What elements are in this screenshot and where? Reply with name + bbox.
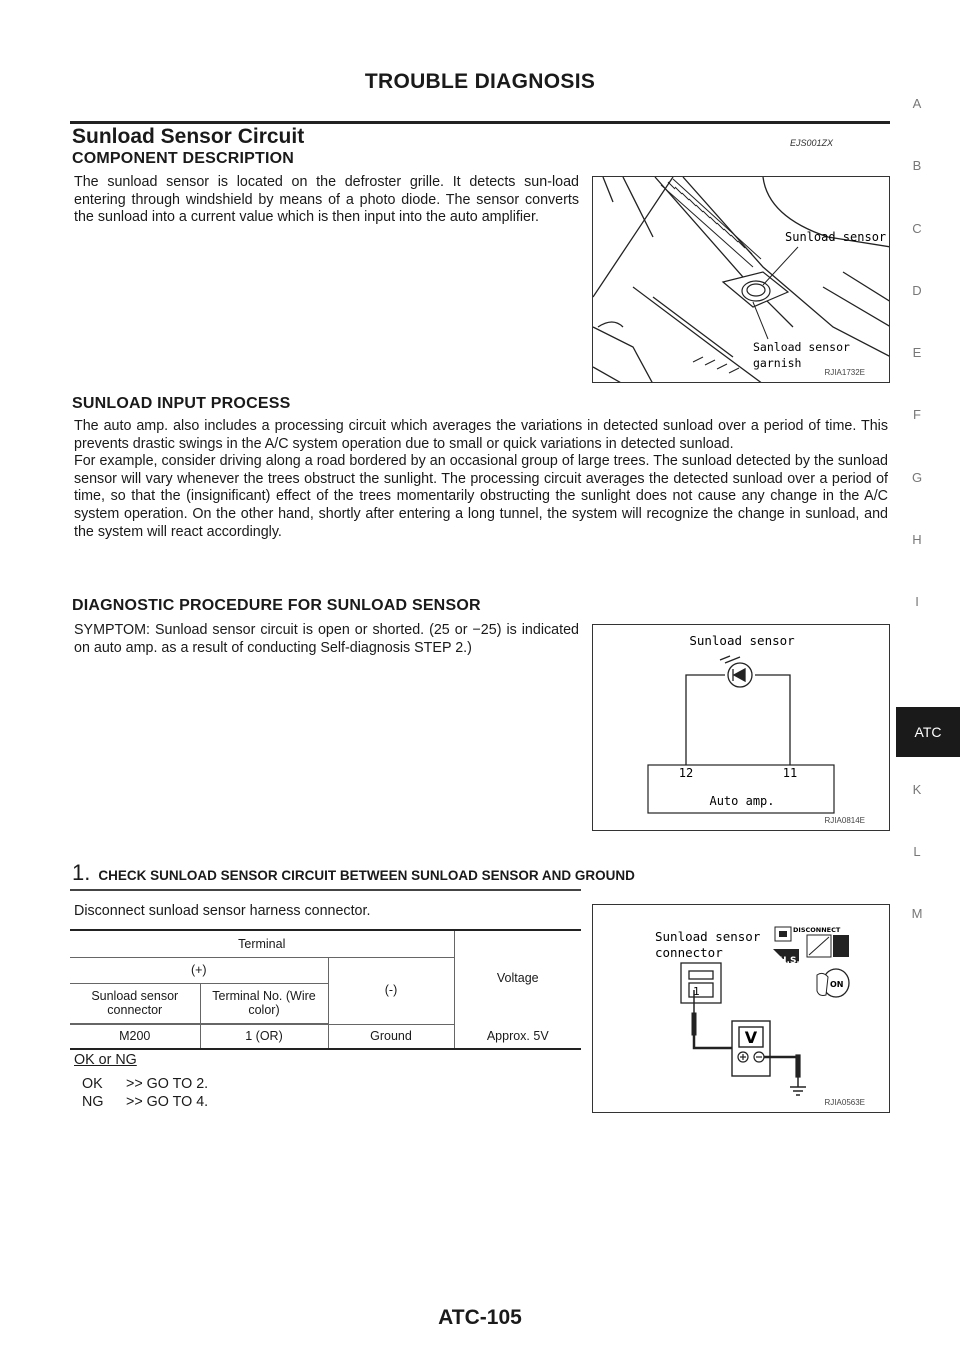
step-number: 1. — [72, 860, 91, 885]
table-bottom-rule — [70, 1048, 581, 1050]
sidebar-index-h[interactable]: H — [912, 532, 922, 547]
sunload-sensor-location-figure — [592, 176, 890, 383]
step-1-heading — [72, 860, 635, 886]
ok-label: OK — [82, 1076, 103, 1092]
ng-action: >> GO TO 4. — [126, 1093, 209, 1110]
ok-ng-label: OK or NG — [74, 1052, 137, 1068]
terminal-header: Terminal — [70, 931, 454, 957]
connector-check-figure — [592, 904, 890, 1113]
cell-terminal: 1 (OR) — [200, 1024, 328, 1048]
voltage-header: Voltage — [454, 931, 581, 1024]
step-title: CHECK SUNLOAD SENSOR CIRCUIT BETWEEN SUNLOAD SENSOR AND GROUND — [98, 868, 635, 883]
disconnect-text: DISCONNECT — [793, 926, 841, 934]
voltmeter-label: V — [744, 1028, 758, 1047]
sidebar-index-f[interactable]: F — [913, 407, 921, 422]
sidebar-index-k[interactable]: K — [912, 782, 922, 797]
sidebar-index-l[interactable]: L — [913, 844, 921, 859]
component-paragraph: The sunload sensor is located on the defroster grille. It detects sun-load entering through windshield by means of a photo diode. The sensor converts the sunload into a current value which is then input into the auto amplifier. — [74, 174, 579, 226]
sidebar-index-c[interactable]: C — [912, 221, 922, 236]
sidebar-index-a[interactable]: A — [912, 96, 922, 111]
circuit-diagram — [593, 625, 890, 831]
sunload-circuit-figure — [592, 624, 890, 831]
input-process-text — [74, 418, 888, 541]
plus-header: (+) — [70, 957, 328, 983]
connector-label-line2: connector — [655, 945, 723, 960]
pin-1-label: 1 — [693, 985, 700, 998]
ok-action: >> GO TO 2. — [126, 1076, 209, 1092]
sidebar-index-d[interactable]: D — [912, 283, 922, 298]
ignition-on-icon — [817, 969, 849, 997]
cell-connector: M200 — [70, 1024, 200, 1048]
connector-col-header: Sunload sensor connector — [70, 983, 200, 1023]
symptom-text — [74, 622, 579, 657]
ok-row — [82, 1076, 208, 1094]
terminal-table-wrap — [70, 929, 581, 1050]
sidebar-index-i[interactable]: I — [915, 594, 919, 609]
input-process-paragraph-2: For example, consider driving along a road bordered by an occasional group of large trees. The sunload detected by the sunload sensor will vary whenever the trees obstruct the sunlight. The processing circuit averages the detected sunload over a period of time, so that the (insignificant) effect of the trees momentarily obstructing the sunlight does not cause any change in the A/C system operation. On the other hand, shortly after entering a long tunnel, the system will recognize the change in sunload, and the system will react accordingly. — [74, 453, 888, 540]
pin-11-label: 11 — [782, 766, 798, 780]
sidebar-index-e[interactable]: E — [912, 345, 922, 360]
cell-ground: Ground — [328, 1024, 454, 1048]
component-heading: COMPONENT DESCRIPTION — [72, 150, 294, 167]
minus-header: (-) — [328, 957, 454, 1023]
step-instruction: Disconnect sunload sensor harness connector. — [74, 903, 371, 919]
symptom-paragraph: SYMPTOM: Sunload sensor circuit is open or shorted. (25 or −25) is indicated on auto amp. as a result of conducting Self-diagnosis STEP 2.) — [74, 622, 579, 656]
figure-id: RJIA0814E — [824, 816, 865, 825]
cell-voltage: Approx. 5V — [486, 1029, 549, 1043]
ok-ng-list — [82, 1076, 208, 1111]
sidebar-index-g[interactable]: G — [911, 470, 923, 485]
terminal-table — [70, 931, 581, 1048]
auto-amp-label: Auto amp. — [709, 794, 775, 808]
sunload-sensor-callout: Sunload sensor — [785, 230, 887, 244]
sidebar-index-m[interactable]: M — [911, 906, 923, 921]
on-text: ON — [830, 980, 844, 989]
garnish-callout-line1: Sanload sensor — [753, 340, 850, 354]
circuit-title: Sunload sensor — [689, 633, 795, 648]
page-header: TROUBLE DIAGNOSIS — [364, 70, 596, 93]
step-rule — [70, 889, 581, 891]
section-title: Sunload Sensor Circuit — [72, 125, 305, 148]
header-rule — [70, 121, 890, 124]
page-number: ATC-105 — [438, 1306, 522, 1329]
component-text — [74, 174, 579, 227]
sidebar-index-atc-active[interactable]: ATC — [896, 707, 960, 757]
sidebar-index-b[interactable]: B — [912, 158, 922, 173]
input-process-paragraph-1: The auto amp. also includes a processing circuit which averages the variations in detected sunload over a period of time. This prevents drastic swings in the A/C system operation due to small or quick variations in detected sunload. — [74, 418, 888, 452]
input-process-heading: SUNLOAD INPUT PROCESS — [72, 395, 291, 412]
ng-label: NG — [82, 1093, 104, 1110]
pin-12-label: 12 — [678, 766, 694, 780]
defroster-grille-illustration — [593, 177, 890, 383]
ng-row — [82, 1094, 208, 1112]
diagnostic-heading: DIAGNOSTIC PROCEDURE FOR SUNLOAD SENSOR — [72, 597, 481, 614]
voltage-check-illustration — [593, 905, 890, 1113]
section-code: EJS001ZX — [790, 138, 834, 148]
figure-id: RJIA0563E — [824, 1098, 865, 1107]
figure-id: RJIA1732E — [824, 368, 865, 377]
garnish-callout-line2: garnish — [753, 356, 802, 370]
terminal-col-header: Terminal No. (Wire color) — [200, 983, 328, 1023]
table-row — [70, 1024, 581, 1048]
hs-icon — [773, 949, 800, 966]
connector-label-line1: Sunload sensor — [655, 929, 761, 944]
hs-text: H.S. — [779, 956, 800, 966]
